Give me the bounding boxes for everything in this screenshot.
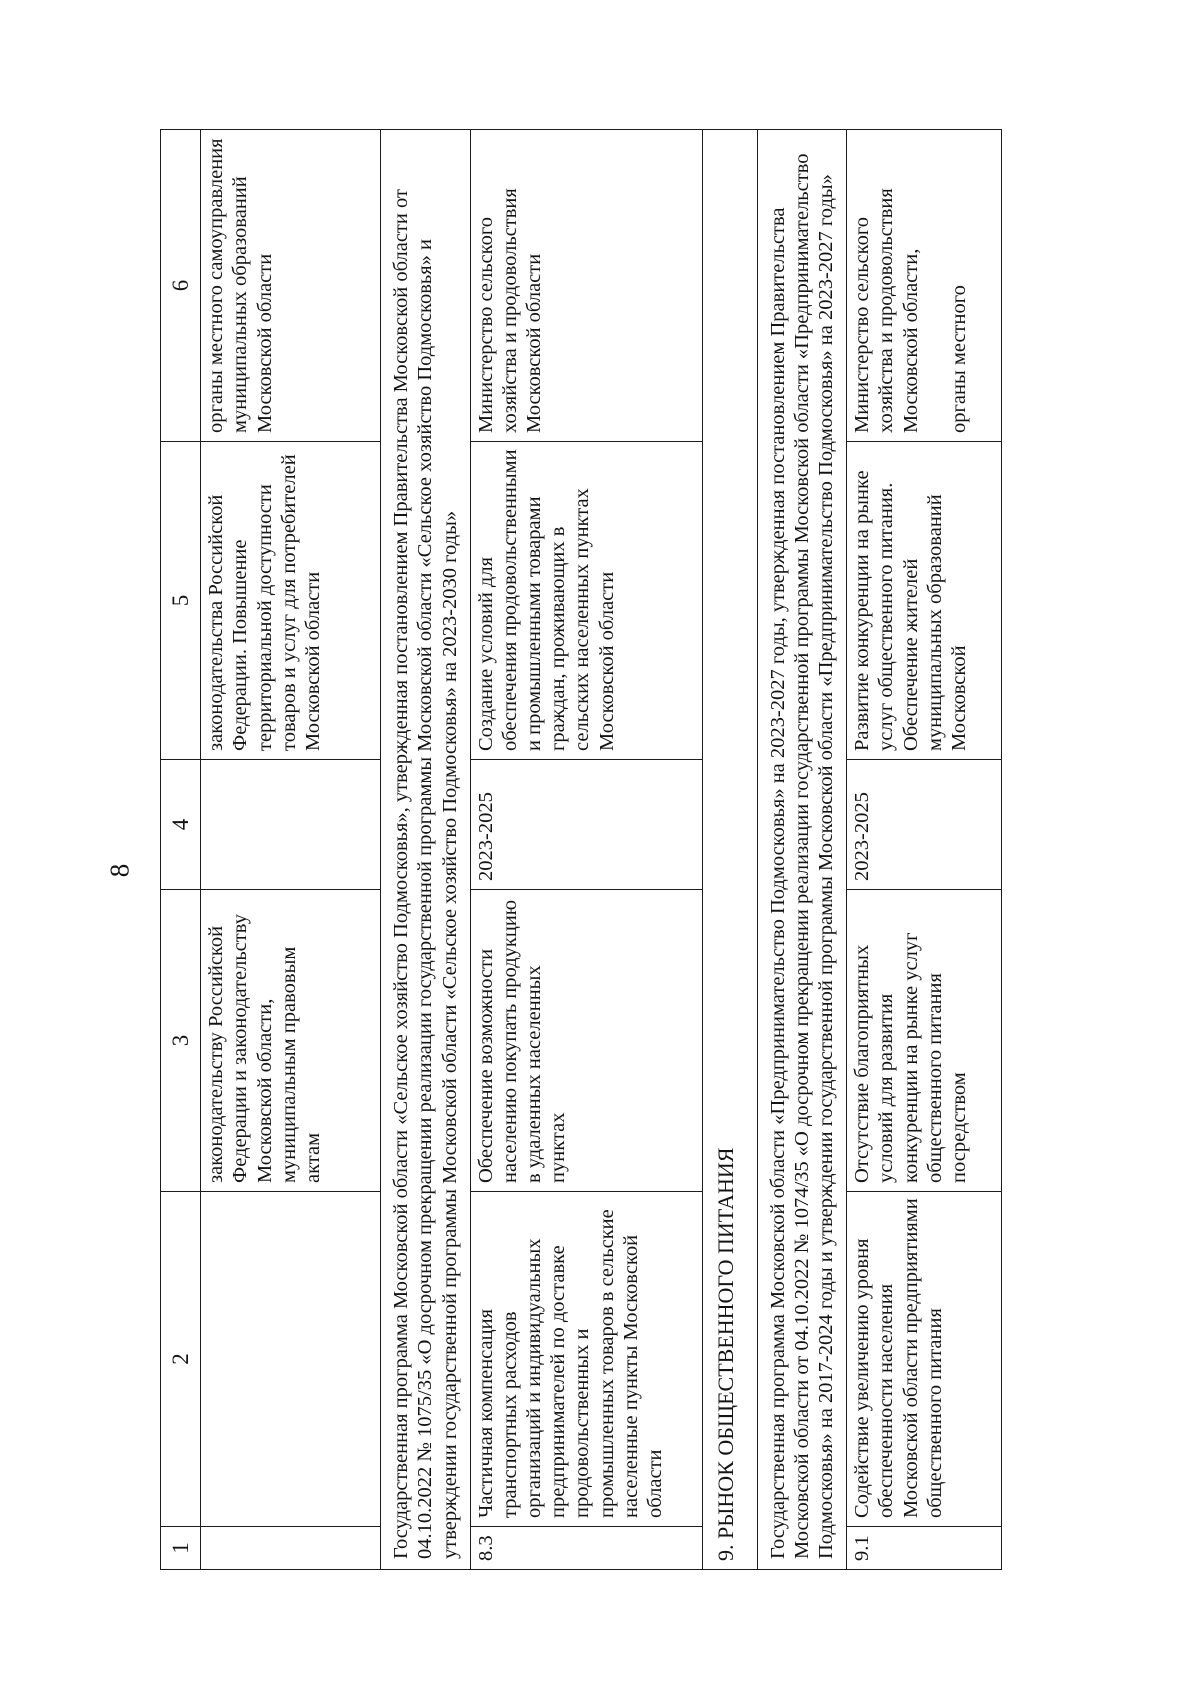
cell-responsible: органы местного самоуправления муниципальных образований Московской области	[201, 130, 381, 442]
cell-responsible	[847, 130, 1002, 442]
header-col-1: 1	[161, 1527, 201, 1570]
measures-table	[160, 129, 1002, 1570]
table-row-9-1	[847, 130, 1002, 1570]
section-row-9	[702, 130, 757, 1570]
cell-responsible: Министерство сельского хозяйства и продовольствия Московской области	[470, 130, 702, 442]
cell-period	[201, 760, 381, 890]
cell-problem: Отсутствие благоприятных условий для развития конкуренции на рынке услуг общественного питания посредством	[847, 890, 1002, 1192]
cell-measure: Содействие увеличению уровня обеспеченности населения Московской области предприятиями общественного питания	[847, 1192, 1002, 1527]
responsible-local-authorities: органы местного	[947, 285, 970, 433]
table-row-8-3	[470, 130, 702, 1570]
cell-problem: законодательству Российской Федерации и законодательству Московской области, муниципальным правовым актам	[201, 890, 381, 1192]
header-col-5: 5	[161, 442, 201, 760]
table-header-row	[161, 130, 201, 1570]
header-col-3: 3	[161, 890, 201, 1192]
cell-number: 9.1	[847, 1527, 1002, 1570]
cell-number	[201, 1527, 381, 1570]
cell-number: 8.3	[470, 1527, 702, 1570]
page-number: 8	[104, 863, 135, 878]
cell-problem: Обеспечение возможности населению покупать продукцию в удаленных населенных пунктах	[470, 890, 702, 1192]
header-col-2: 2	[161, 1192, 201, 1527]
header-col-4: 4	[161, 760, 201, 890]
cell-period: 2023-2025	[470, 760, 702, 890]
cell-result: Развитие конкуренции на рынке услуг общественного питания. Обеспечение жителей муниципальных образований Московской	[847, 442, 1002, 760]
cell-result: законодательства Российской Федерации. Повышение территориальной доступности товаров и услуг для потребителей Московской области	[201, 442, 381, 760]
responsible-ministry: Министерство сельского хозяйства и продовольствия Московской области,	[851, 188, 922, 433]
program-row-8	[381, 130, 471, 1570]
header-col-6: 6	[161, 130, 201, 442]
cell-measure: Частичная компенсация транспортных расходов организаций и индивидуальных предпринимателей по доставке продовольственных и промышленных товаров в сельские населенные пункты Московской области	[470, 1192, 702, 1527]
table-row-continuation	[201, 130, 381, 1570]
cell-period: 2023-2025	[847, 760, 1002, 890]
section-title-9: 9. РЫНОК ОБЩЕСТВЕННОГО ПИТАНИЯ	[702, 130, 757, 1570]
program-description-9: Государственная программа Московской области «Предпринимательство Подмосковья» на 2023-2027 годы, утвержденная постановлением Правительства Московской области от 04.10.2022 № 1074/35 «О досрочном прекращении реализации государственной программы Московской области «Предпринимательство Подмосковья» на 2017-2024 годы и утверждении государственной программы Московской области «Предпринимательство Подмосковья» на 2023-2027 годы»	[757, 130, 847, 1570]
cell-result: Создание условий для обеспечения продовольственными и промышленными товарами граждан, проживающих в сельских населенных пунктах Московской области	[470, 442, 702, 760]
rotated-page-content	[160, 130, 1040, 1570]
program-row-9	[757, 130, 847, 1570]
cell-measure	[201, 1192, 381, 1527]
program-description-8: Государственная программа Московской области «Сельское хозяйство Подмосковья», утвержденная постановлением Правительства Московской области от 04.10.2022 № 1075/35 «О досрочном прекращении реализации государственной программы Московской области «Сельское хозяйство Подмосковья» и утверждении государственной программы Московской области «Сельское хозяйство Подмосковья» на 2023-2030 годы»	[381, 130, 471, 1570]
